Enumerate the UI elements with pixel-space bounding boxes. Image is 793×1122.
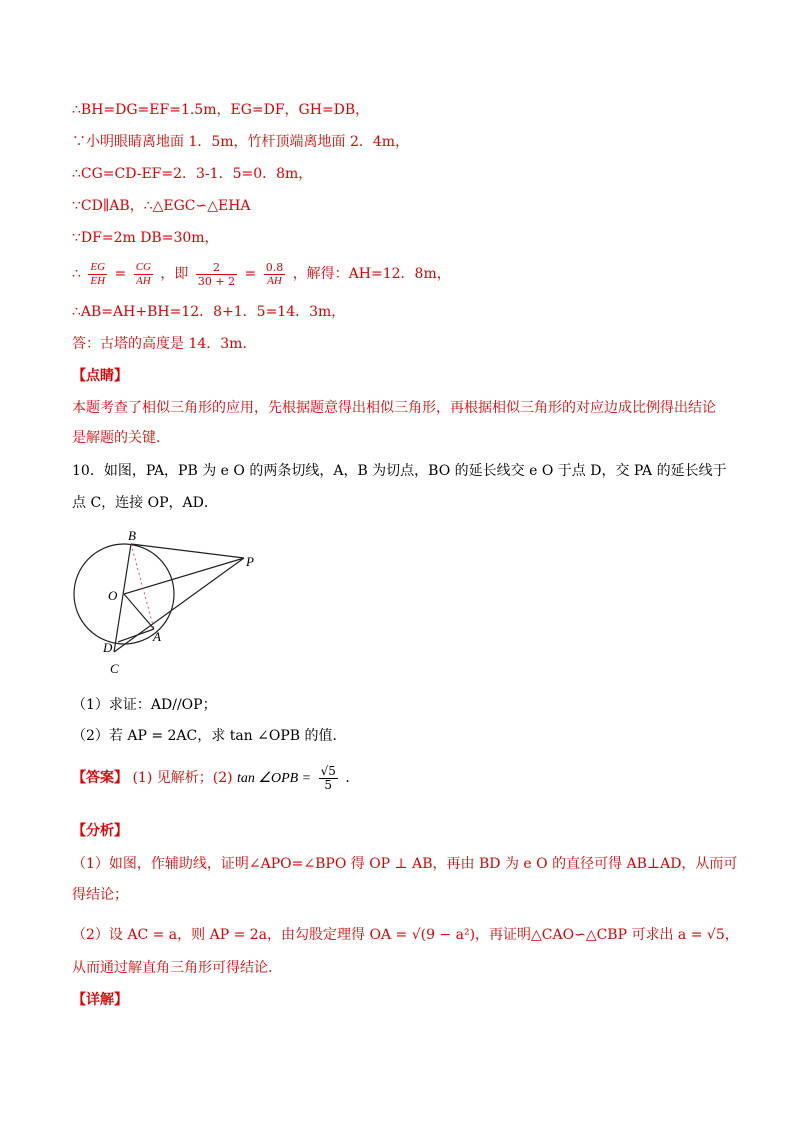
answer-fraction: $\frac{√5}{5}$ <box>320 763 336 792</box>
answer-line <box>72 760 359 797</box>
label-a: A <box>153 629 161 644</box>
answer-end: ． <box>345 770 360 786</box>
problem-10-line-1: 10．如图，PA，PB 为 e O 的两条切线，A，B 为切点，BO 的延长线交 e O 于点 D，交 PA 的延长线于 <box>72 463 727 479</box>
label-c: C <box>110 661 119 676</box>
fenxi-heading: 【分析】 <box>72 823 128 839</box>
label-d: D <box>103 640 113 655</box>
label-b: B <box>128 528 136 543</box>
dianjing-heading: 【点睛】 <box>72 368 128 384</box>
fraction-cg-ah: $\frac{CG}{AH}$ <box>135 260 151 287</box>
solve-text: ，解得：AH=12．8m， <box>292 266 451 282</box>
solution-line-4: ∵CD∥AB，∴△EGC∽△EHA <box>72 198 251 214</box>
fraction-eg-eh: $\frac{EG}{EH}$ <box>90 260 106 287</box>
equals-sign: = <box>114 266 127 282</box>
question-2: （2）若 AP = 2AC，求 tan ∠OPB 的值． <box>72 728 347 744</box>
solution-line-7: ∴AB=AH+BH=12．8+1．5=14．3m， <box>72 304 346 320</box>
segment-oa <box>124 594 154 629</box>
fraction-08-ah: $\frac{0.8}{AH}$ <box>265 260 284 287</box>
fenxi-part-1b: 得结论； <box>72 887 128 903</box>
label-p: P <box>246 554 254 569</box>
dianjing-text-1: 本题考查了相似三角形的应用，先根据题意得出相似三角形，再根据相似三角形的对应边成比例得出结论 <box>72 400 716 416</box>
answer-tan: tan ∠OPB = <box>237 771 312 786</box>
fenxi-part-2b: 从而通过解直角三角形可得结论． <box>72 960 282 976</box>
dianjing-text-2: 是解题的关键． <box>72 430 170 446</box>
solution-line-1: ∴BH=DG=EF=1.5m，EG=DF，GH=DB， <box>72 102 370 118</box>
answer-text: (1) 见解析；(2) <box>132 770 233 786</box>
solution-line-5: ∵DF=2m DB=30m， <box>72 230 219 246</box>
solution-line-8: 答：古塔的高度是 14．3m． <box>72 336 257 352</box>
fenxi-part-2a: （2）设 AC = a，则 AP = 2a，由勾股定理得 OA = √(9 − a²)，再证明△CAO∽△CBP 可求出 a = √5， <box>72 927 739 943</box>
question-1: （1）求证：AD//OP； <box>72 697 217 713</box>
solution-line-2: ∵小明眼睛离地面 1．5m，竹杆顶端离地面 2．4m， <box>72 134 410 150</box>
therefore-symbol: ∴ <box>72 266 81 282</box>
answer-heading: 【答案】 <box>72 770 128 786</box>
solution-line-6 <box>72 256 451 292</box>
segment-ad <box>118 629 154 642</box>
geometry-figure <box>66 526 266 681</box>
label-o: O <box>108 588 118 603</box>
equals-sign-2: = <box>244 266 257 282</box>
xiangjie-heading: 【详解】 <box>72 992 128 1008</box>
fenxi-part-1a: （1）如图，作辅助线，证明∠APO=∠BPO 得 OP ⊥ AB，再由 BD 为 e O 的直径可得 AB⊥AD，从而可 <box>72 856 738 872</box>
namely-text: ，即 <box>160 266 189 282</box>
segment-bp <box>131 544 244 558</box>
problem-10-line-2: 点 C，连接 OP，AD． <box>72 495 218 511</box>
segment-op <box>124 558 244 594</box>
solution-line-3: ∴CG=CD-EF=2．3-1．5=0．8m， <box>72 166 313 182</box>
fraction-2-32: $\frac{2}{30 + 2}$ <box>197 260 236 288</box>
